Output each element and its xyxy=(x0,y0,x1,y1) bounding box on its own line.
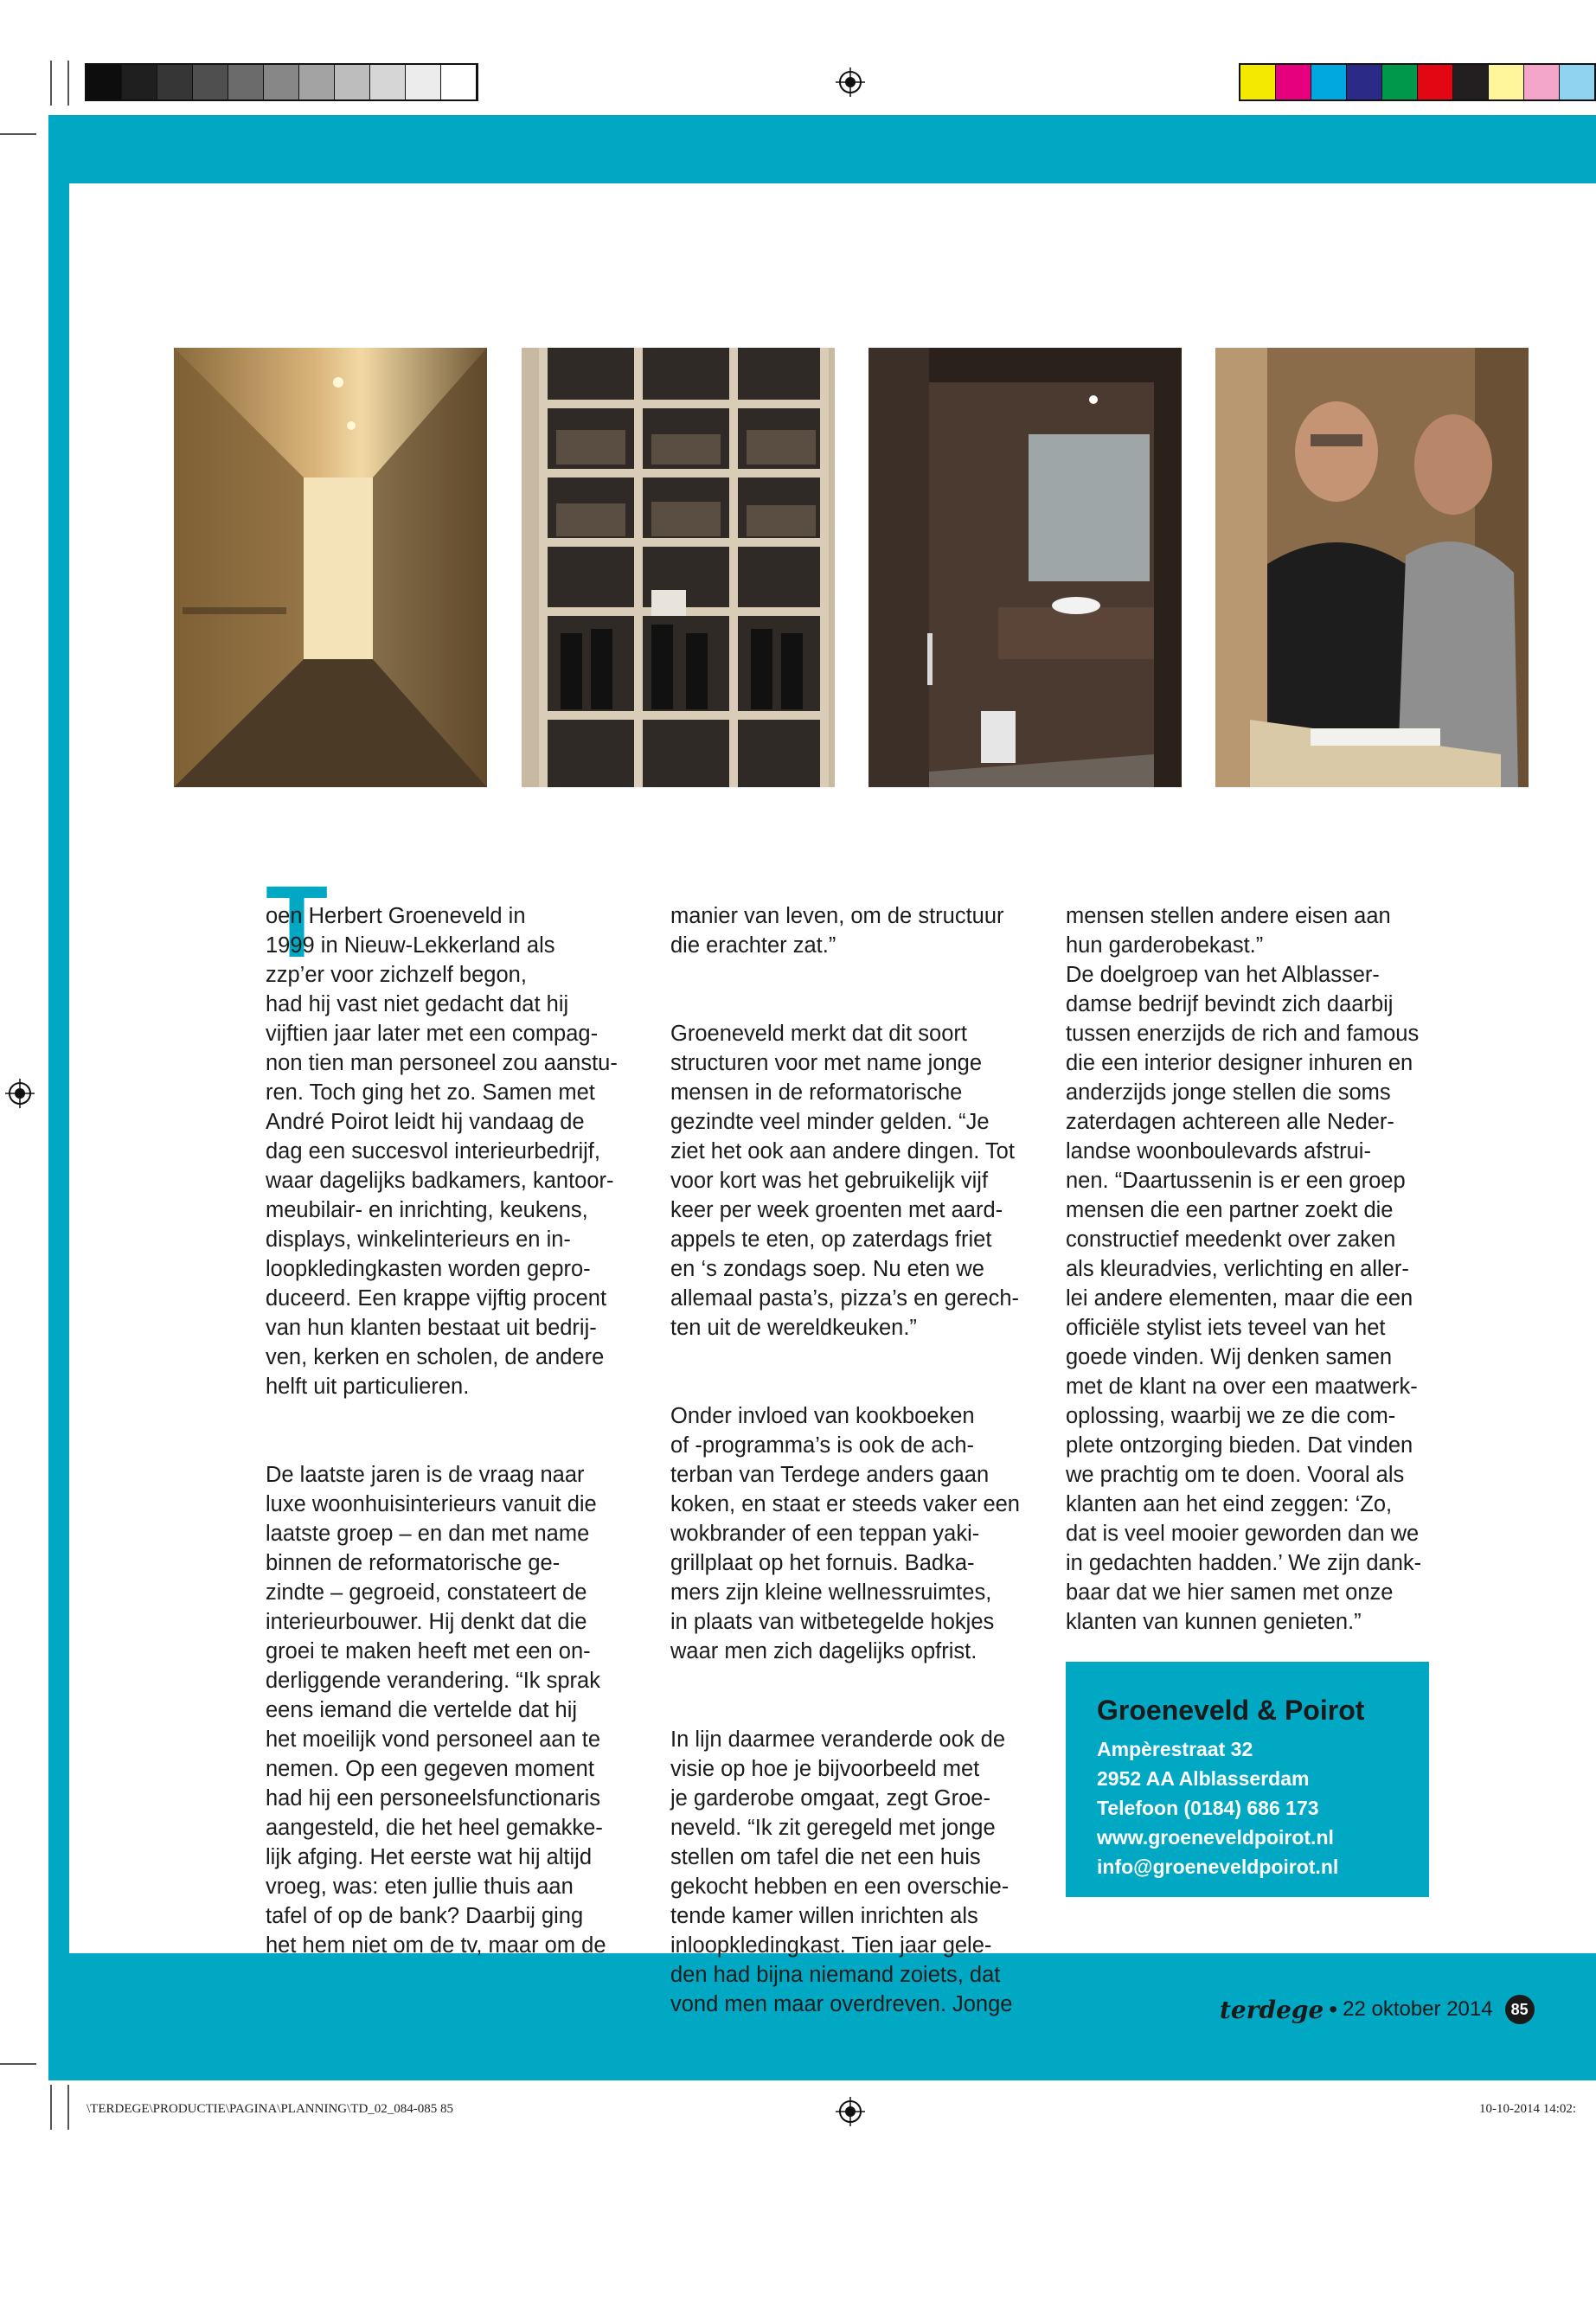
color-patch xyxy=(1489,65,1524,99)
brand-logo: terdege xyxy=(1220,1995,1324,2024)
crop-mark xyxy=(67,61,69,106)
gray-step-patch xyxy=(406,65,441,99)
paragraph: In lijn daarmee veranderde ook de visie op hoe je bijvoorbeeld met je garderobe omgaat, zegt Groe- neveld. “Ik zit geregeld met jonge stellen om tafel die net een huis gekocht hebben en een overschie- tende kamer willen inrichten als inloopkledingkast. Tien jaar gele- den had bijna niemand zoiets, dat vond men maar overdreven. Jonge xyxy=(670,1727,1013,2016)
company-name: Groeneveld & Poirot xyxy=(1097,1695,1365,1726)
registration-mark-icon xyxy=(5,1079,35,1108)
color-control-bar xyxy=(1239,63,1596,101)
bathroom-photo xyxy=(869,348,1182,787)
paragraph: manier van leven, om de structuur die erachter zat.” xyxy=(670,904,1004,958)
paragraph: Groeneveld merkt dat dit soort structuren voor met name jonge mensen in de reformatorische gezindte veel minder gelden. “Je ziet het ook aan andere dingen. Tot voor kort was het gebruikelijk vijf keer per week groenten met aard- appels te eten, op zaterdags friet en ‘s zondags soep. Nu eten we allemaal pasta’s, pizza’s en gerech- ten uit de wereldkeuken.” xyxy=(670,1022,1020,1340)
crop-mark xyxy=(67,2085,69,2130)
gray-step-patch xyxy=(87,65,122,99)
gray-step-patch xyxy=(335,65,370,99)
crop-mark xyxy=(0,2063,36,2065)
gray-step-patch xyxy=(441,65,477,99)
color-patch xyxy=(1347,65,1382,99)
gray-step-patch xyxy=(299,65,335,99)
color-patch xyxy=(1453,65,1489,99)
paragraph: mensen stellen andere eisen aan hun garderobekast.” De doelgroep van het Alblasser- damse bedrijf bevindt zich daarbij tussen enerzijds de rich and famous die een interior designer inhuren en anderzijds jonge stellen die soms zaterdagen achtereen alle Neder- landse woonboulevards afstrui- nen. “Daartussenin is er een groep mensen die een partner zoekt die constructief meedenkt over zaken als kleuradvies, verlichting en aller- lei andere elementen, maar die een officiële stylist iets teveel van het goede vinden. Wij denken samen met de klant na over een maatwerk- oplossing, waarbij we ze die com- plete ontzorging bieden. Dat vinden we prachtig om te doen. Vooral als klanten aan het eind zeggen: ‘Zo, dat is veel mooier geworden dan we in gedachten hadden.’ We zijn dank- baar dat we hier samen met onze klanten van kunnen genieten.” xyxy=(1066,904,1422,1634)
color-patch xyxy=(1418,65,1453,99)
article-column-2 xyxy=(670,872,1051,2078)
color-patch xyxy=(1382,65,1418,99)
paragraph: oen Herbert Groeneveld in 1999 in Nieuw-Lekkerland als zzp’er voor zichzelf begon, had hij vast niet gedacht dat hij vijftien jaar later met een compag- non tien man personeel zou aanstu- ren. Toch ging het zo. Samen met André Poirot leidt hij vandaag de dag een succesvol interieurbedrijf, waar dagelijks badkamers, kantoor- meubilair- en inrichting, keukens, displays, winkelinterieurs en in- loopkledingkasten worden gepro- duceerd. Een krappe vijftig procent van hun klanten bestaat uit bedrij- ven, kerken en scholen, de andere helft uit particulieren. xyxy=(266,904,618,1399)
crop-mark xyxy=(50,2085,52,2130)
print-slug-path: \TERDEGE\PRODUCTIE\PAGINA\PLANNING\TD_02_084-085 85 xyxy=(87,2102,454,2116)
shoe-rack-photo xyxy=(522,348,835,787)
gray-step-bar xyxy=(85,63,478,101)
contact-box xyxy=(1066,1662,1429,1897)
issue-date: 22 oktober 2014 xyxy=(1343,1997,1493,2021)
page-number: 85 xyxy=(1505,1995,1535,2024)
article-column-1 xyxy=(266,865,646,2019)
crop-mark xyxy=(0,133,36,135)
drop-cap: T xyxy=(266,865,329,979)
color-patch xyxy=(1524,65,1560,99)
gray-step-patch xyxy=(264,65,299,99)
two-men-photo xyxy=(1215,348,1529,787)
gray-step-patch xyxy=(157,65,193,99)
registration-mark-icon xyxy=(836,2097,865,2126)
contact-email-link[interactable]: info@groeneveldpoirot.nl xyxy=(1097,1856,1339,1878)
contact-city: 2952 AA Alblasserdam xyxy=(1097,1767,1310,1790)
contact-website-link[interactable]: www.groeneveldpoirot.nl xyxy=(1097,1826,1334,1849)
paragraph: Onder invloed van kookboeken of -programma’s is ook de ach- terban van Terdege anders gaan koken, en staat er steeds vaker een wokbrander of een teppan yaki- grillplaat op het fornuis. Badka- mers zijn kleine wellnessruimtes, in plaats van witbetegelde hokjes waar men zich dagelijks opfrist. xyxy=(670,1404,1020,1663)
crop-mark xyxy=(50,61,52,106)
gray-step-patch xyxy=(370,65,406,99)
contact-phone: Telefoon (0184) 686 173 xyxy=(1097,1797,1319,1819)
color-patch xyxy=(1276,65,1311,99)
color-patch xyxy=(1240,65,1276,99)
gray-step-patch xyxy=(122,65,157,99)
print-slug-timestamp: 10-10-2014 14:02: xyxy=(1479,2102,1577,2116)
gray-step-patch xyxy=(193,65,228,99)
contact-address: Ampèrestraat 32 xyxy=(1097,1738,1253,1760)
paragraph: De laatste jaren is de vraag naar luxe woonhuisinterieurs vanuit die laatste groep – en dan met name binnen de reformatorische ge- zindte – gegroeid, constateert de interieurbouwer. Hij denkt dat die groei te maken heeft met een on- derliggende verandering. “Ik sprak eens iemand die vertelde dat hij het moeilijk vond personeel aan te nemen. Op een gegeven moment had hij een personeelsfunctionaris aangesteld, die het heel gemakke- lijk afging. Het eerste wat hij altijd vroeg, was: eten jullie thuis aan tafel of op de bank? Daarbij ging het hem niet om de tv, maar om de xyxy=(266,1463,606,1958)
registration-mark-icon xyxy=(836,67,865,97)
color-patch xyxy=(1311,65,1347,99)
article-column-3 xyxy=(1066,872,1446,1695)
footer-separator: • xyxy=(1329,1996,1338,2022)
corridor-closet-photo xyxy=(174,348,487,787)
page-footer xyxy=(1220,1991,1535,2028)
color-patch xyxy=(1560,65,1595,99)
gray-step-patch xyxy=(228,65,264,99)
